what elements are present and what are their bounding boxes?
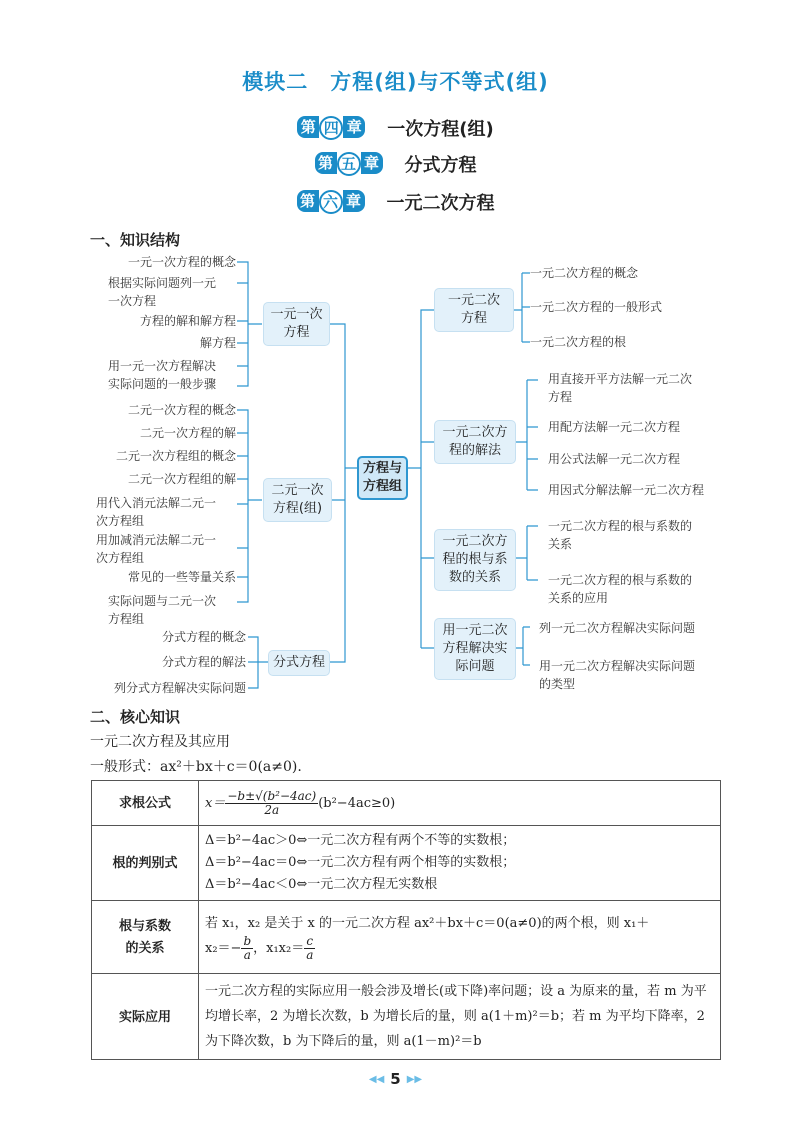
leaf-node: 二元一次方程组的概念 [115,449,236,463]
subtitle: 一元二次方程及其应用 [90,734,230,750]
leaf-node: 用加减消元法解二元一 次方程组 [96,533,217,565]
badge-char: 章 [343,190,365,212]
row-content [199,781,721,826]
badge-char: 章 [343,116,365,138]
next-arrow-icon: ▶▶ [406,1074,423,1085]
connector [237,433,248,577]
connector [516,526,538,580]
branch-node: 一元二次方 程的解法 [434,420,516,464]
numerator: −b±√(b²−4ac) [227,788,317,803]
section-heading-core: 二、核心知识 [90,709,181,726]
connector [330,324,357,662]
branch-node: 一元二次 方程 [434,288,514,332]
row-header: 根与系数 的关系 [92,901,199,974]
leaf-node: 用因式分解法解一元二次方程 [548,483,705,497]
leaf-node: 一元二次方程的根与系数的 关系 [548,519,693,551]
connector [516,627,530,665]
leaf-node: 用一元二次方程解决实际问题 的类型 [539,659,696,691]
connector [516,380,538,490]
row-header: 实际应用 [92,974,199,1060]
table-row [92,974,721,1060]
badge-char: 五 [337,152,361,176]
chapter-name: 一次方程(组) [387,119,494,140]
module-title: 模块二 方程(组)与不等式(组) [242,70,549,94]
connector [237,283,248,366]
badge-char: 第 [297,116,319,138]
leaf-node: 实际问题与二元一次 方程组 [108,594,217,626]
table-row [92,826,721,901]
row-header: 根的判别式 [92,826,199,901]
fraction [241,935,253,962]
text-span: x₂＝− [205,940,242,956]
connector [237,262,262,386]
connector [237,410,262,602]
leaf-node: 二元一次方程组的解 [127,472,236,486]
leaf-node: 分式方程的概念 [161,630,246,644]
leaf-node: 一元一次方程的概念 [127,255,236,269]
text-line: Δ＝b²−4ac＞0⇔一元二次方程有两个不等的实数根； [205,833,516,848]
badge-char: 第 [297,190,319,212]
leaf-node: 二元一次方程的概念 [127,403,236,417]
branch-node: 用一元二次 方程解决实 际问题 [434,618,516,680]
row-content [199,901,721,974]
leaf-node: 解方程 [199,336,236,350]
denominator: a [306,947,314,962]
leaf-node: 分式方程的解法 [161,655,246,669]
badge-char: 四 [319,116,343,140]
leaf-node: 一元二次方程的概念 [530,266,639,280]
leaf-node: 一元二次方程的一般形式 [530,300,663,314]
formula-lhs: x＝ [205,795,226,811]
branch-node: 一元一次 方程 [263,302,330,346]
row-header: 求根公式 [92,781,199,826]
formula-condition: (b²−4ac≥0) [318,795,396,811]
knowledge-table [91,780,721,1060]
leaf-node: 一元二次方程的根 [530,335,627,349]
leaf-node: 用公式法解一元二次方程 [548,452,681,466]
leaf-node: 方程的解和解方程 [139,314,236,328]
section-heading-structure: 一、知识结构 [90,232,181,249]
leaf-node: 用配方法解一元二次方程 [548,420,681,434]
row-content: 一元二次方程的实际应用一般会涉及增长(或下降)率问题；设 a 为原来的量，若 m 为平均增长率，2 为增长次数，b 为增长后的量，则 a(1＋m)²＝b；若 m 为平均下降率，2 为下降次数，b 为下降后的量，则 a(1－m)²＝b [199,974,721,1060]
denominator: 2a [264,802,280,817]
leaf-node: 二元一次方程的解 [139,426,236,440]
page-number: 5 [390,1070,401,1088]
row-content [199,826,721,901]
fraction [304,935,315,962]
connector [248,637,268,688]
numerator: b [243,933,252,948]
text-span: ，x₁x₂＝ [253,940,305,956]
connector [514,273,530,342]
numerator: c [304,935,315,949]
leaf-node: 用代入消元法解二元一 次方程组 [96,496,217,528]
branch-node: 一元二次方 程的根与系 数的关系 [434,529,516,591]
leaf-node: 用直接开平方法解一元二次 方程 [548,372,693,404]
page-footer [0,1070,791,1088]
badge-char: 六 [319,190,343,214]
leaf-node: 根据实际问题列一元 一次方程 [108,276,217,308]
general-form: 一般形式：ax²＋bx＋c＝0(a≠0). [90,759,302,775]
badge-char: 第 [315,152,337,174]
chapter-name: 一元二次方程 [386,193,495,214]
leaf-node: 列分式方程解决实际问题 [113,681,246,695]
text-line: Δ＝b²−4ac＜0⇔一元二次方程无实数根 [205,877,438,892]
leaf-node: 列一元二次方程解决实际问题 [539,621,696,635]
badge-char: 章 [361,152,383,174]
branch-node: 分式方程 [268,650,330,676]
center-node: 方程与 方程组 [357,456,408,500]
text-line [205,935,714,962]
leaf-node: 常见的一些等量关系 [127,570,236,584]
prev-arrow-icon: ◀◀ [368,1074,385,1085]
table-row [92,781,721,826]
branch-node: 二元一次 方程(组) [263,478,332,522]
leaf-node: 用一元一次方程解决 实际问题的一般步骤 [108,359,217,391]
formula-fraction [225,790,318,817]
chapter-name: 分式方程 [404,155,477,176]
text-line: 若 x₁，x₂ 是关于 x 的一元二次方程 ax²＋bx＋c＝0(a≠0)的两个根，则 x₁＋ [205,915,650,931]
connector [408,310,434,648]
denominator: a [243,947,251,962]
text-line: Δ＝b²−4ac＝0⇔一元二次方程有两个相等的实数根； [205,855,516,870]
leaf-node: 一元二次方程的根与系数的 关系的应用 [548,573,693,605]
table-row [92,901,721,974]
